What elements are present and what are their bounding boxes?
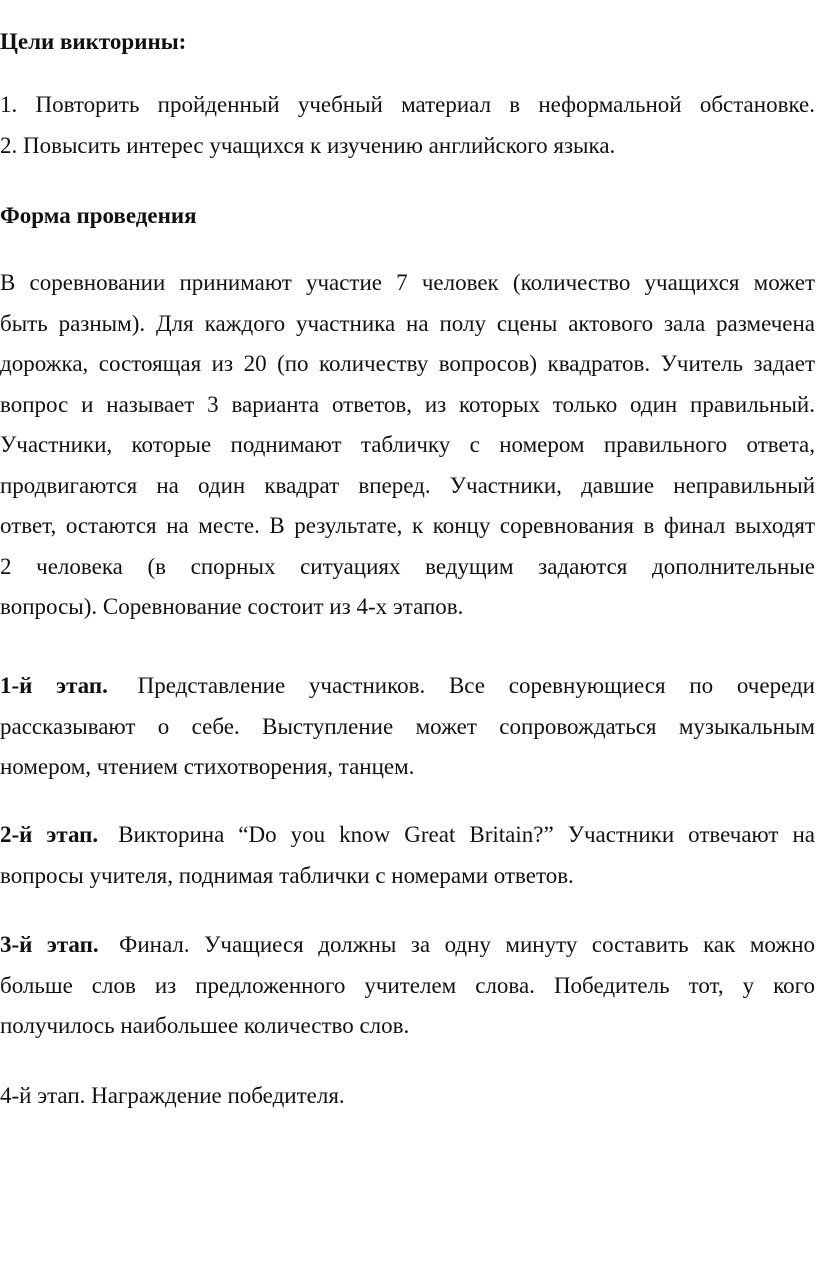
stage-1-text: Представление участников. Все соревнующиеся по очереди [137,673,815,698]
stage-3-paragraph [0,925,815,1047]
format-line: 2 человека (в спорных ситуациях ведущим задаются дополнительные [0,553,815,579]
stage-2-line: вопросы учителя, поднимая таблички с номерами ответов. [0,862,574,888]
stage-3-line: получилось наибольшее количество слов. [0,1013,410,1038]
format-line: дорожка, состоящая из 20 (по количеству вопросов) квадратов. Учитель задает [0,351,815,376]
stage-1-line: номером, чтением стихотворения, танцем. [0,754,415,779]
format-line: В соревновании принимают участие 7 человек (количество учащихся может [0,270,815,295]
stage-3-line: больше слов из предложенного учителем слова. Победитель тот, у кого [0,972,815,998]
format-line: ответ, остаются на месте. В результате, к концу соревнования в финал выходят [0,513,815,538]
stage-3-first-line [0,925,815,966]
goals-item-1: 1. Повторить пройденный учебный материал в неформальной обстановке. [0,92,815,117]
format-heading: Форма проведения [0,203,197,228]
stage-2-label: 2-й этап. [0,822,99,847]
goals-list [0,85,815,166]
goals-item-2: 2. Повысить интерес учащихся к изучению английского языка. [0,132,616,158]
format-paragraph [0,263,815,628]
stage-4-text: 4-й этап. Награждение победителя. [0,1083,345,1108]
stage-2-first-line [0,815,815,856]
stage-1-line: рассказывают о себе. Выступление может сопровождаться музыкальным [0,713,815,739]
stage-1-label: 1-й этап. [0,673,108,698]
format-line: вопросы). Соревнование состоит из 4-х этапов. [0,594,464,619]
goals-heading: Цели викторины: [0,29,187,54]
stage-2-paragraph [0,815,815,896]
format-line: продвигаются на один квадрат вперед. Участники, давшие неправильный [0,472,815,498]
format-line: вопрос и называет 3 варианта ответов, из которых только один правильный. [0,391,815,417]
stage-4-paragraph [0,1076,815,1117]
stage-3-text: Финал. Учащиеся должны за одну минуту составить как можно [119,932,816,957]
stage-2-text: Викторина “Do you know Great Britain?” Участники отвечают на [118,822,815,847]
format-line: Участники, которые поднимают табличку с номером правильного ответа, [0,432,815,457]
stage-3-label: 3-й этап. [0,932,99,957]
stage-1-first-line [0,666,815,707]
format-line: быть разным). Для каждого участника на полу сцены актового зала размечена [0,310,815,336]
stage-1-paragraph [0,666,815,788]
